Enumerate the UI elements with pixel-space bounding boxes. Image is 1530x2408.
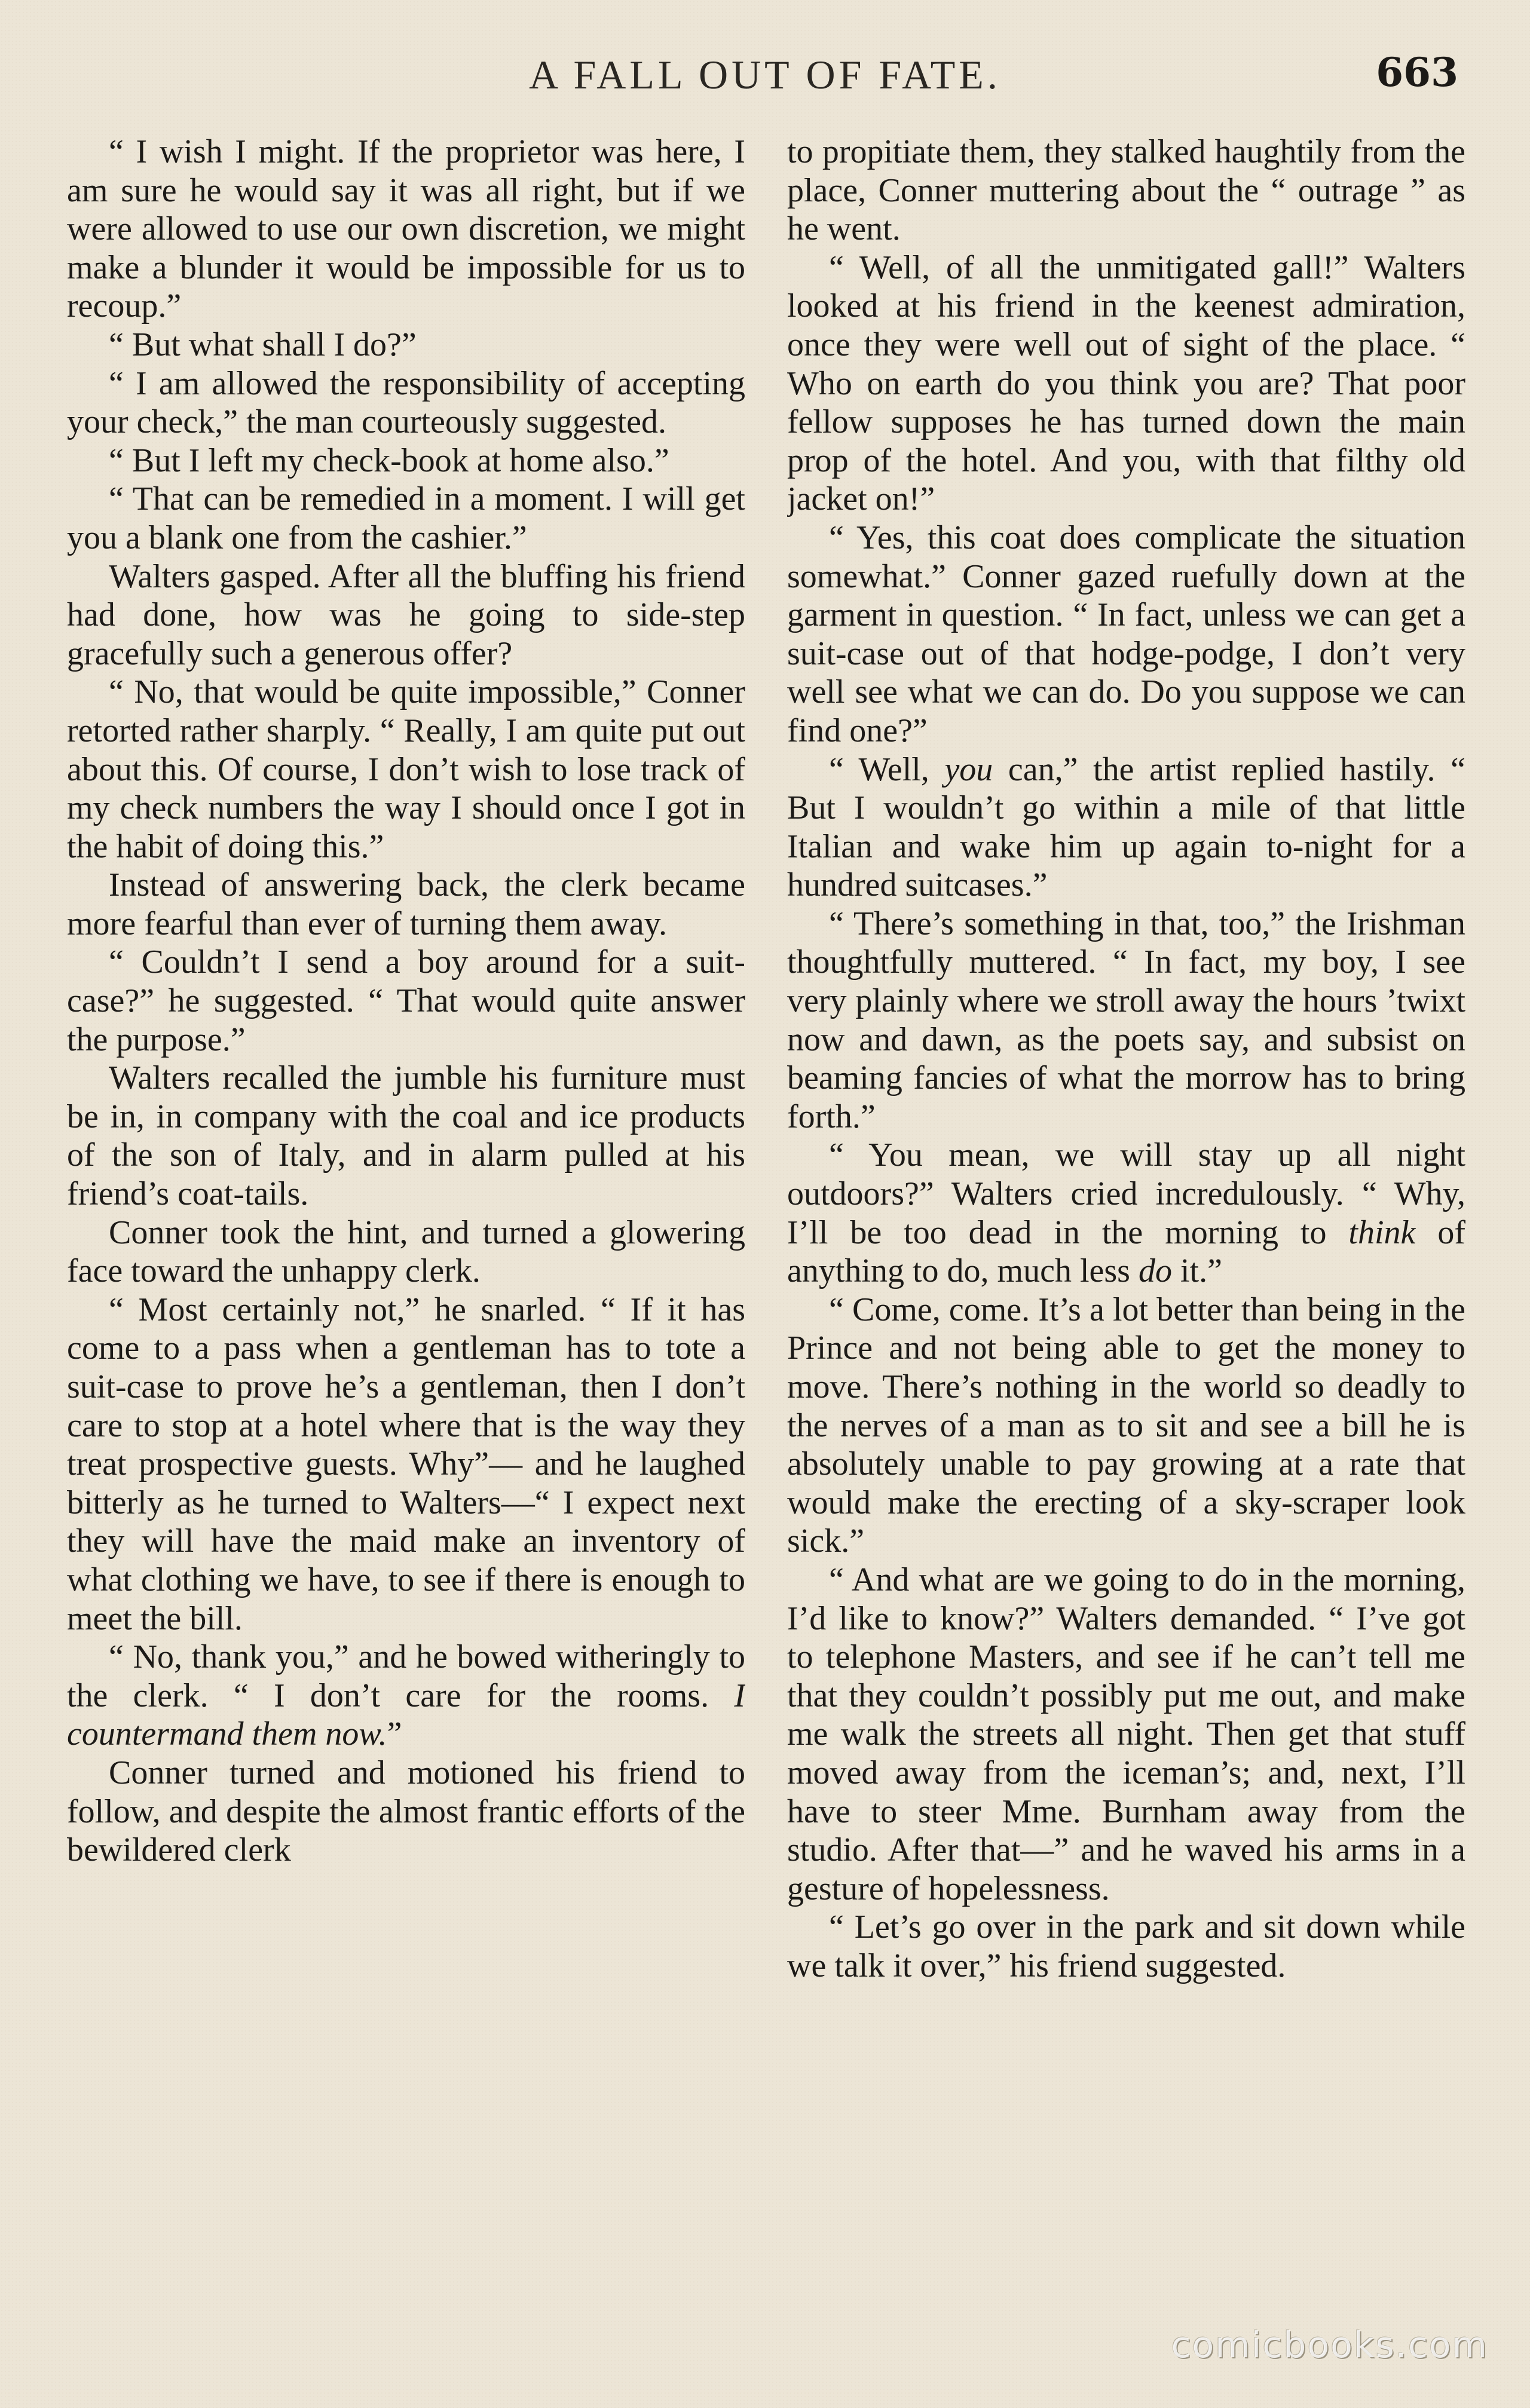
watermark-text: comicbooks.com — [1171, 2324, 1488, 2366]
paragraph: “ I am allowed the responsibility of accepting your check,” the man courteously suggested. — [67, 364, 745, 441]
paragraph: “ No, thank you,” and he bowed witheringly to the clerk. “ I don’t care for the rooms. I countermand them now.” — [67, 1638, 745, 1753]
paragraph: “ There’s something in that, too,” the Irishman thoughtfully muttered. “ In fact, my boy, I see very plainly where we stroll away the hours ’twixt now and dawn, as the poets say, and subsist on beaming fancies of what the morrow has to bring forth.” — [787, 905, 1465, 1135]
paragraph: “ And what are we going to do in the morning, I’d like to know?” Walters demanded. “ I’ve got to telephone Masters, and see if he can’t tell me that they couldn’t possibly put me out, and make me walk the streets all night. Then get that stuff moved away from the iceman’s; and, next, I’ll have to steer Mme. Burnham away from the studio. After that—” and he waved his arms in a gesture of hopelessness. — [787, 1561, 1465, 1907]
paragraph: “ Come, come. It’s a lot better than being in the Prince and not being able to get the money to move. There’s nothing in the world so deadly to the nerves of a man as to sit and see a bill he is absolutely unable to pay growing at a rate that would make the erecting of a sky-scraper look sick.” — [787, 1291, 1465, 1560]
paragraph: “ But I left my check-book at home also.” — [109, 442, 669, 479]
paragraph: “ Yes, this coat does complicate the situation somewhat.” Conner gazed ruefully down at the garment in question. “ In fact, unless we can get a suit-case out of that hodge-podge, I don’t very well see what we can do. Do you suppose we can find one?” — [787, 519, 1465, 749]
left-column — [67, 133, 745, 2355]
paragraph: “ I wish I might. If the proprietor was here, I am sure he would say it was all right, but if we were allowed to use our own discretion, we might make a blunder it would be impossible for us to recoup.” — [67, 133, 745, 325]
running-head — [0, 47, 1530, 112]
paragraph: “ Let’s go over in the park and sit down while we talk it over,” his friend suggested. — [787, 1908, 1465, 1984]
paragraph: Instead of answering back, the clerk became more fearful than ever of turning them away. — [67, 866, 745, 942]
paragraph: Conner took the hint, and turned a glowering face toward the unhappy clerk. — [67, 1214, 745, 1290]
paragraph: “ But what shall I do?” — [109, 326, 417, 363]
page-number: 663 — [1376, 49, 1458, 96]
right-column — [787, 133, 1465, 2355]
running-title: A FALL OUT OF FATE. — [529, 52, 1001, 97]
paragraph: Walters gasped. After all the bluffing his friend had done, how was he going to side-step gracefully such a generous offer? — [67, 557, 745, 672]
paragraph: Walters recalled the jumble his furniture must be in, in company with the coal and ice products of the son of Italy, and in alarm pulled at his friend’s coat-tails. — [67, 1059, 745, 1213]
paragraph: Conner turned and motioned his friend to follow, and despite the almost frantic efforts of the bewildered clerk — [67, 1754, 745, 1869]
paragraph: “ That can be remedied in a moment. I will get you a blank one from the cashier.” — [67, 480, 745, 556]
paragraph: “ Well, of all the unmitigated gall!” Walters looked at his friend in the keenest admiration, once they were well out of sight of the place. “ Who on earth do you think you are? That poor fellow supposes he has turned down the main prop of the hotel. And you, with that filthy old jacket on!” — [787, 249, 1465, 518]
paragraph: “ Most certainly not,” he snarled. “ If it has come to a pass when a gentleman has to tote a suit-case to prove he’s a gentleman, then I don’t care to stop at a hotel where that is the way they treat prospective guests. Why”— and he laughed bitterly as he turned to Walters—“ I expect next they will have the maid make an inventory of what clothing we have, to see if there is enough to meet the bill. — [67, 1291, 745, 1637]
paragraph: “ You mean, we will stay up all night outdoors?” Walters cried incredulously. “ Why, I’ll be too dead in the morning to think of anything to do, much less do it.” — [787, 1136, 1465, 1290]
paragraph: “ Well, you can,” the artist replied hastily. “ But I wouldn’t go within a mile of that little Italian and wake him up again to-night for a hundred suitcases.” — [787, 750, 1465, 904]
paragraph: “ No, that would be quite impossible,” Conner retorted rather sharply. “ Really, I am quite put out about this. Of course, I don’t wish to lose track of my check numbers the way I should once I got in the habit of doing this.” — [67, 673, 745, 865]
paragraph: “ Couldn’t I send a boy around for a suit-case?” he suggested. “ That would quite answer the purpose.” — [67, 943, 745, 1058]
text-columns — [67, 133, 1465, 2355]
paragraph: to propitiate them, they stalked haughtily from the place, Conner muttering about the “ outrage ” as he went. — [787, 133, 1465, 248]
